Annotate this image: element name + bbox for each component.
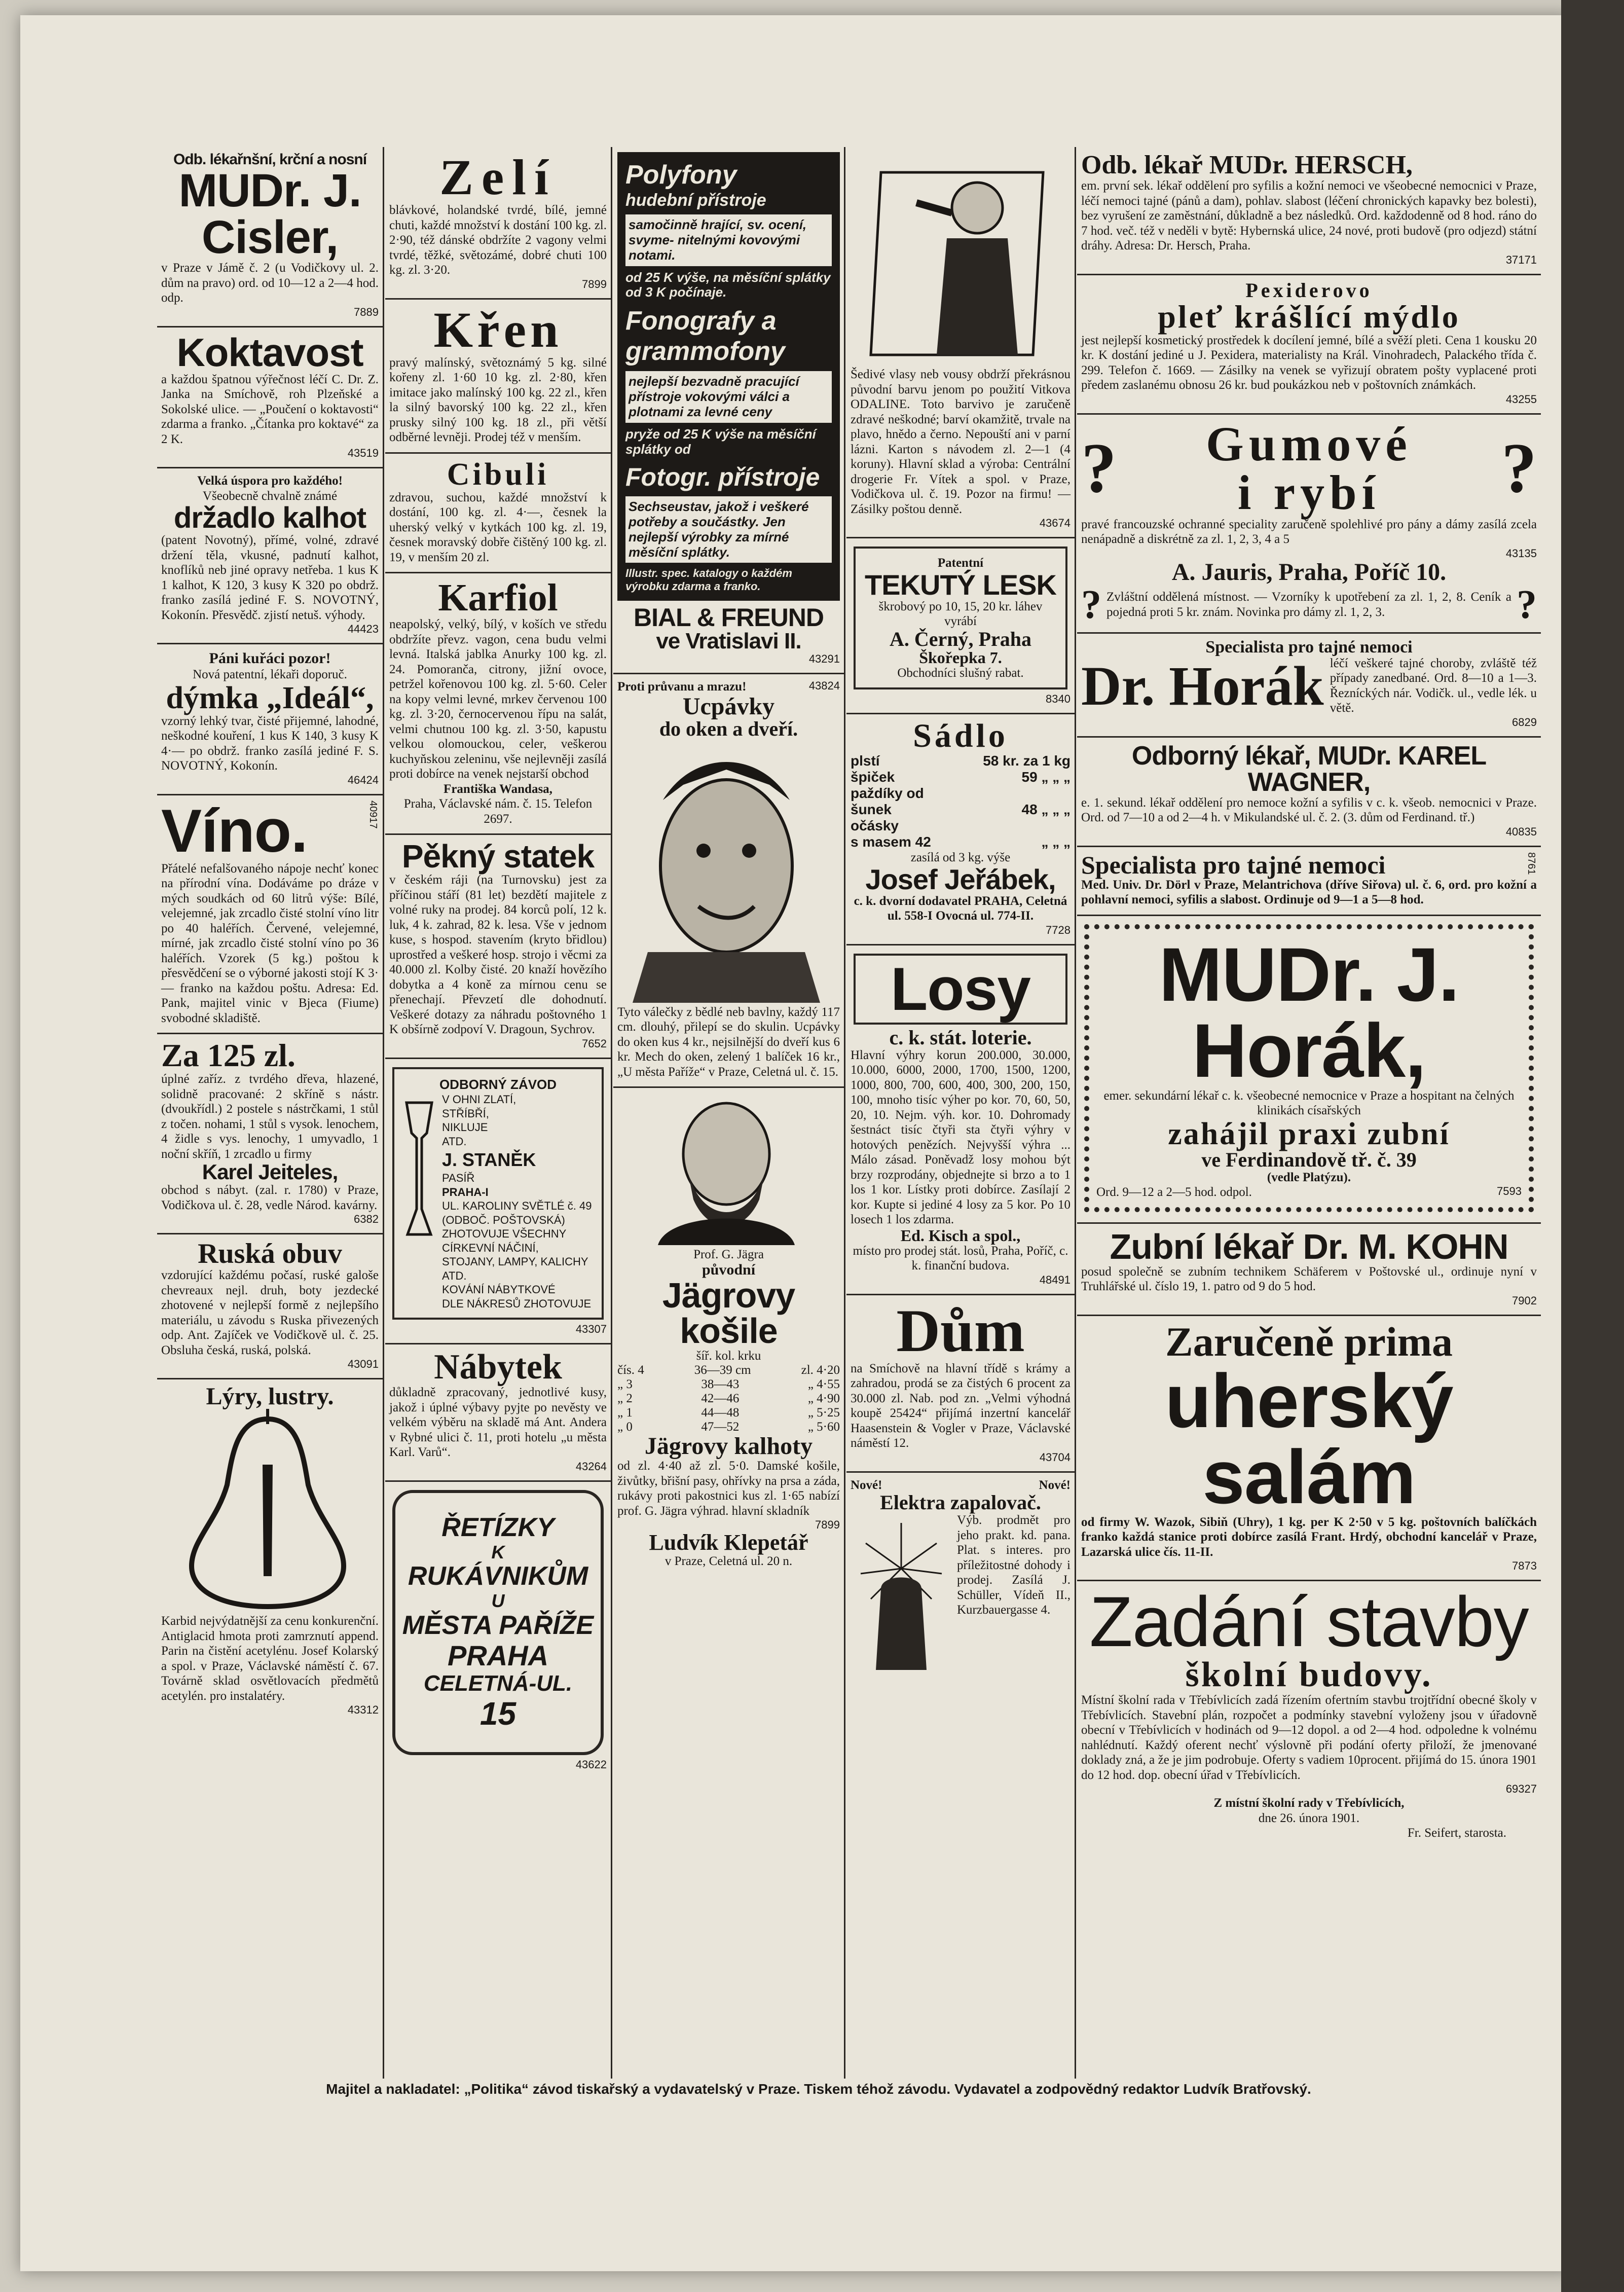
ad-body: blávkové, holandské tvrdé, bílé, jemné chuti, každé množství k dostání 100 kg. zl. 2·90, též dánské obdržíte 2 vagony velmi tvrdé, těžké, světozámé, dobré chuti 100 kg. zl. 3·20. [389,203,607,277]
ad-address: Škořepka 7. [919,648,1002,667]
ad-title: Zaručeně prima [1165,1318,1453,1365]
ad-body: vzorný lehký tvar, čisté přijemné, lahodné, neškodné kouření, 1 kus K 140, 3 kusy K 4·— po obdrž. franko zasílá jediné F. S. NOVOTNÝ, Kokonín. [161,714,379,773]
column-4 [846,147,1075,2079]
size-row [617,1406,840,1420]
ad-sub: Zvláštní oddělená místnost. — Vzorníky k upotřebení za zl. 1, 2, 8. Ceník a pojedná proti 5 kr. znám. Novinka pro dámy zl. 1, 2, 3. [1106,590,1511,619]
ad-head: Nové! [851,1478,882,1492]
column-rule [844,147,845,2079]
ad-number: 6829 [1512,715,1537,729]
ad-body: pravý malínský, světoznámý 5 kg. silné kořeny zl. 1·60 10 kg. zl. 2·80, křen imitace jako malínský 100 kg. 22 zl., křen la silný bavorský 100 kg. 22 zl., křen prusky silný 100 kg. 18 zl., při větší odběrné levněji. Prodej též v menším. [389,355,607,444]
ad-number: 8761 [1526,852,1537,875]
ad-line: Fonografy a grammofony [625,306,785,367]
ad-body: vzdorující každému počasí, ruské galoše chevreaux nejl. druh, boty jezdecké zhotovené v nejlepší formě z nejlepšího materiálu, u závodu s Ruska přivezených odp. Ant. Zajíček ve Vodičkově ul. č. 25. Obsluha česká, ruská, polská. [161,1268,379,1357]
ad-line: STOJANY, LAMPY, KALICHY ATD. [442,1255,588,1282]
ad-retizky [385,1482,611,1778]
ad-number: 7593 [1497,1185,1522,1197]
price-cell: očásky [851,818,899,833]
ad-lyry [157,1379,383,1724]
ad-zeli [385,147,611,300]
ad-head: Velká úspora pro každého! [197,474,343,488]
price-cell: „ „ „ [1041,834,1071,850]
ad-title: uherský salám [1165,1358,1453,1519]
cold-face-illustration [617,739,835,1003]
ad-line: CELETNÁ-UL. [423,1670,573,1696]
ad-body: na Smíchově na hlavní třídě s krámy a zahradou, prodá se za čistých 6 procent za 30.000 zl. Nab. pod zn. „Velmi výhodná koupě 25424“ přijímá inzertní kancelář Haasenstein & Vogler v Praze, Václavské náměstí 12. [851,1361,1071,1450]
ad-title: Jägrovy kalhoty [644,1433,813,1460]
ad-dum [846,1295,1075,1473]
ad-body: šíř. kol. krku [696,1349,761,1363]
ad-line: PRAHA [447,1640,549,1672]
price-row [851,785,1071,802]
column-rule [1075,147,1076,2079]
ad-title: Zadání stavby [1089,1582,1529,1661]
ad-koktavost [157,328,383,469]
ad-address: obchod s nábyt. (zal. r. 1780) v Praze, Vodičkova ul. č. 28, vedle Národ. kavárny. [161,1183,379,1212]
ad-number: 7873 [1512,1559,1537,1572]
ad-line: nejlepší bezvadně pracující přístroje vokovými válci a plotnami za levné ceny [625,371,832,423]
column-3 [613,147,844,2079]
ad-name: Ludvík Klepetář [649,1530,808,1555]
ad-title: Ucpávky [682,693,775,720]
ad-body: Šedivé vlasy neb vousy obdrží překrásnou původní barvu jenom po použití Vitkova ODALINE. Toto barvivo je zaručeně zdravé neškodné; barví okamžitě, trvale na plavo, hnědo a černo. Nepouští ani v parní lázni. Karton s návodem zl. 2—1 (4 koruny). Hlavní sklad a výroba: Centrální drogerie Fr. Vítek a spol. v Praze, Vodičkova ul. č. 19. Pozor na firmu! — Zásilky poštou denně. [851,368,1071,516]
ad-sub: Všeobecně chvalně známé [202,489,338,503]
ad-title: Dr. Horák [1081,654,1324,717]
ad-body: v Praze v Jámě č. 2 (u Vodičkovy ul. 2. dům na pravo) ord. od 10—12 a 2—4 hod. odp. [161,261,379,305]
ad-title: školní budovy. [1185,1655,1433,1694]
ad-number: 43622 [575,1758,607,1771]
ad-name: A. Jauris, Praha, Poříč 10. [1171,558,1447,586]
ad-title: Zubní lékař Dr. M. KOHN [1110,1226,1508,1266]
ad-body: emer. sekundární lékař c. k. všeobecné nemocnice v Praze a hospitant na čelných klinikách císařských [1103,1088,1515,1117]
ad-number: 43091 [347,1358,379,1371]
ad-name: Ed. Kisch a spol., [900,1226,1021,1245]
price-row [851,818,1071,834]
size-cell: „ 1 [617,1406,633,1420]
ad-head: Pexiderovo [1245,278,1373,302]
ad-line: K [491,1541,505,1562]
size-cell: 42—46 [701,1392,740,1406]
ad-head: Nové! [1039,1478,1071,1492]
ad-nabytek [385,1344,611,1482]
size-row [617,1392,840,1406]
ad-title: MUDr. J. Horák, [1159,931,1459,1093]
ad-kren [385,300,611,454]
size-table [617,1363,840,1434]
ad-address: místo pro prodej stát. losů, Praha, Poříč, c. k. finanční budova. [853,1244,1068,1272]
ad-title: Losy [890,955,1031,1023]
ad-title: Sádlo [913,717,1008,754]
ad-title: Zelí [439,149,557,205]
size-cell: 47—52 [701,1420,740,1434]
size-cell: „ 3 [617,1377,633,1392]
ad-body: důkladně zpracovaný, jednotlivé kusy, jakož i úplné výbavy pyjte po nevěsty ve velkém výběru na skladě má Ant. Andera v Rybné ulici č. 11, proti hotelu „u města Karl. Varů“. [389,1386,607,1459]
ad-number: 7899 [582,277,607,290]
ad-body: Tyto válečky z bědlé neb bavlny, každý 117 cm. dlouhý, přilepí se do skulin. Ucpávky do oken kus 4 kr., nejsilnější do dveří kus 6 kr. Mech do oken, zelený 1 balíček 16 kr., „U města Paříže“ v Praze, Celetná ul. č. 15. [617,1005,840,1079]
ad-signature: dne 26. února 1901. [1258,1811,1360,1825]
ad-title: dýmka „Ideál“, [166,680,374,715]
ad-head: Odb. lékařnšní, krční a nosní [173,151,367,168]
size-cell: zl. 4·20 [801,1363,840,1377]
ad-sadlo [846,714,1075,945]
ad-body: Karbid nejvýdatnější za cenu konkurenční. Antiglacid hmota proti zamrznutí append. Parin na čistění acetylénu. Josef Kolarský a spol. v Praze, Václavské náměstí č. 67. Továrně sklad osvětlovacích předmětů acetylén. pro instalatéry. [161,1614,379,1703]
ad-number: 43291 [808,652,840,666]
lighter-illustration [851,1513,952,1675]
column-1 [157,147,383,2079]
ad-cibuli [385,454,611,574]
ad-name: Karel Jeiteles, [202,1160,338,1184]
ad-name: A. Černý, Praha [890,627,1031,650]
ad-name: Františka Wandasa, [444,782,552,796]
ad-head: ODBORNÝ ZÁVOD [439,1076,557,1092]
price-cell: špiček [851,769,895,785]
ad-odaline [846,147,1075,538]
price-cell: 59 „ „ „ [1021,769,1071,785]
ad-pexider [1077,275,1541,415]
size-cell: 36—39 cm [694,1363,751,1377]
ad-stanek [385,1059,611,1345]
ad-body: od firmy W. Wazok, Sibiň (Uhry), 1 kg. per K 2·50 v 5 kg. poštovních balíčkách franko každá stanice proti dobírce zasílá Frant. Hrdý, obchodní kancelář v Praze, Lazarská ulice čís. 11-II. [1081,1515,1537,1559]
size-cell: 44—48 [701,1406,740,1420]
ad-salam [1077,1316,1541,1582]
ad-body: Hlavní výhry korun 200.000, 30.000, 10.000, 6000, 2000, 1700, 1500, 1200, 1000, 800, 700, 600, 400, 300, 200, 150, 100, mnoho tisíc výher po kor. 70, 60, 50, 20, 10. Nejm. výh. kor. 10. Dohromady šestnáct tisíc čtyři sta čtyři výhry v hotových penězích. Nejvyšší výhra ... Málo zásad. Poněvadž losy mohou být brzy rozprodány, objednejte si brzo a to 1 los 1 kor. Lístky proti dobírce. Zasílají 2 kor. Kupte si jediné 4 losy za 5 kor. Po 10 losech 1 los zdarma. [851,1048,1071,1226]
size-cell: „ 0 [617,1420,633,1434]
ad-line: U [491,1590,505,1612]
ad-line: Fotogr. přístroje [625,463,820,492]
ad-body: neapolský, velký, bílý, v koších ve středu obdržíte převz. vagon, cena budu velmi levná. Italská jablka Anurky 100 kg. zl. 24. Pomoranča, citrony, jižní ovoce, petržel kořenovou 100 kg. zl. 5·60. Celer na kopy velmi levné, mrkev červenou 100 kg. zl. 3·20, černocervenou řípu na salát, velmi chutnou 100 kg. zl. 3·50, kapustu velkou olomouckou, celer, veškerou kuchyňskou zeleninu, vše nejlevněji zasílá proti dobírce na venek nejstarší obchod [389,617,607,781]
price-cell: s masem 42 [851,834,931,850]
ad-line: 15 [479,1695,516,1732]
ad-line: PASÍŘ [442,1172,475,1184]
ad-line: samočinně hrající, sv. ocení, svyme- nitelnými kovovými notami. [625,214,832,266]
ad-za125 [157,1034,383,1234]
ad-line: Illustr. spec. katalogy o každém výrobku zdarma a franko. [625,567,792,593]
ad-gumove [1077,415,1541,634]
ad-title: i rybí [1237,465,1381,520]
ad-horak-zubni [1077,916,1541,1224]
ad-name: BIAL & FREUND [634,603,824,632]
ad-line: STŘÍBŘÍ, [442,1107,489,1120]
ad-title: Cibuli [447,457,549,492]
ad-body: pravé francouzské ochranné speciality zaručeně spolehlivé pro pány a dámy zasílá zcela nenápadně a diskrétně za zl. 1, 2, 3, 4 a 5 [1081,517,1537,546]
ad-line: DLE NÁKRESŮ ZHOTOVUJE [442,1297,592,1310]
price-row [851,769,1071,785]
ad-jager [613,1088,844,1576]
ad-statek [385,835,611,1059]
question-mark: ? [1081,428,1117,507]
ad-body: e. 1. sekund. lékař oddělení pro nemoce kožní a syfilis v c. k. všeob. nemocnici v Praze. Ord. od 7—10 a od 2—4 h. v Mikulandské ul. č. 2. (3. dům od Ferdinand. tř.) [1081,795,1537,824]
size-row [617,1377,840,1392]
portrait-illustration [617,1093,835,1245]
ad-head: Specialista pro tajné nemoci [1205,637,1413,657]
ad-number: 43519 [347,447,379,459]
column-rule [383,147,384,2079]
ad-horak-specialist [1077,634,1541,738]
ad-line: ŘETÍZKY [441,1512,555,1542]
ad-number: 7899 [815,1518,840,1532]
ad-head: Proti průvanu a mrazu! [617,680,747,694]
ad-vino [157,795,383,1035]
ad-number: 43704 [1039,1450,1071,1464]
ad-title: Křen [433,301,563,358]
ad-number: 46424 [347,773,379,786]
ad-line: UL. KAROLINY SVĚTLÉ č. 49 (ODBOČ. POŠTOVSKÁ) [442,1199,592,1226]
ad-title: Gumové [1206,416,1412,471]
size-cell: 38—43 [701,1377,740,1392]
ad-line: NIKLUJE [442,1121,488,1134]
ad-body: em. první sek. lékař oddělení pro syfilis a kožní nemoci ve všeobecné nemocnici v Praze, léčí nemoci tajné (pánů a dam), pohlav. slabost (léčení chronických kapavky bez bolesti), bez vyrušení ze zaměstnání, důkladně a bez následků. Ord. každodenně od 8 hod. ráno do 7 hod. več. též v neděli v bytě: Hybernská ulice, 24 nové, proti budově (pro odjezd) státní dráhy. Adresa: Dr. Hersch, Praha. [1081,179,1537,252]
ad-line: ZHOTOVUJE VŠECHNY CÍRKEVNÍ NÁČINÍ, [442,1227,566,1254]
ad-signature: Z místní školní rady v Třebívlicích, [1213,1796,1405,1810]
ad-number: 7902 [1512,1294,1537,1307]
ad-address: ve Vratislavi II. [656,629,801,654]
ad-body: v českém ráji (na Turnovsku) jest za příčinou stáří (81 let) bezdětí majitele z volné ruky na prodej. 84 korců polí, 12 k. luk, 4 k. zahrad, 82 k. lesa. Vše v jednom kuse, s hospod. stavením (kryto břidlou) uprostřed a veškeré hosp. strojo i věcmi za 40.000 zl. Kolby čisté. 20 knaží hovězího dobytka a 4 koně za mírnou cenu se přenechají. Převzetí dle dohodnutí. Veškeré dotazy za náhradu poštovného 1 K obšírně zodpoví V. Dragoun, Sychrov. [389,873,607,1036]
question-mark: ? [1081,582,1101,627]
ad-line: V OHNI ZLATÍ, [442,1093,516,1106]
price-cell: plstí [851,753,880,769]
doctor-name: MUDr. J. Cisler, [178,165,361,263]
ad-line: PRAHA-I [442,1185,489,1198]
ad-drzadlo [157,468,383,644]
lamp-illustration [161,1409,374,1612]
price-cell: paždíky od [851,785,924,801]
size-cell: „ 4·90 [807,1392,840,1406]
ad-cisler [157,147,383,328]
ad-line: ATD. [442,1135,467,1148]
ad-body: Přátelé nefalšovaného nápoje nechť konec na přírodní vína. Dodáváme po dráze v mých soudkách od 60 litrů výše: Bílé, velejemné, jak zrcadlo čisté stolní víno litr po 40 haléřích. Červené, velejemné, mírné, jak zrcadlo čisté stolní víno po 36 haléřích. Vzorek (5 kg.) poštou k přesvědčení se o výborné jakosti stojí K 3·— franko na každou poštu. Adresa: Ed. Pank, majitel vinic v Bjeca (Fiume) svobodné skladiště. [161,861,379,1025]
ad-title: Specialista pro tajné nemoci [1081,850,1386,879]
ad-number: 43312 [347,1703,379,1717]
ad-number: 7728 [1046,923,1071,936]
ad-line: MĚSTA PAŘÍŽE [402,1611,594,1641]
ad-title: Ruská obuv [198,1238,342,1270]
ad-title: Nábytek [434,1348,562,1387]
ad-line: hudební přístroje [625,190,766,210]
ad-number: 43255 [1505,392,1537,406]
column-5 [1077,147,1541,2079]
ad-wagner [1077,738,1541,847]
ad-body: jest nejlepší kosmetický prostředek k docílení jemné, bílé a svěží pleti. Cena 1 kousku 20 kr. K dostání jediné u J. Pexidera, materialisty na Král. Vinohradech, Palackého třída č. 299. Telefon č. 1669. — Zásilky na venek se vyřizují obratem pošty vyplacené proti předem zaslanému obnosu 26 kr. bud poukázkou neb v poštovních známkách. [1081,333,1537,392]
ad-address: ve Ferdinandově tř. č. 39 [1201,1148,1417,1171]
ad-title: Koktavost [176,330,363,375]
ad-title: Odb. lékař MUDr. HERSCH, [1081,151,1413,179]
ad-title: pleť krášlící mýdlo [1158,298,1460,335]
ad-number: 43135 [1505,547,1537,560]
column-2 [385,147,611,2079]
ad-head: Patentní [937,556,984,570]
chalice-illustration [401,1093,437,1245]
ad-head: Páni kuřáci pozor! [209,650,331,667]
ad-sub: původní [702,1261,756,1278]
ad-title: Odborný lékař, MUDr. KAREL WAGNER, [1131,741,1487,797]
scan-edge [1561,0,1624,2292]
ad-address: c. k. dvorní dodavatel PRAHA, Celetná ul. 558-I Ovocná ul. 774-II. [854,894,1067,923]
size-cell: „ 2 [617,1392,633,1406]
ad-address: Praha, Václavské nám. č. 15. Telefon 2697. [403,797,593,826]
ad-title: TEKUTÝ LESK [865,568,1056,601]
ad-number: 40917 [367,800,379,829]
ad-karfiol [385,573,611,835]
ad-body: zasílá od 3 kg. výše [910,851,1011,864]
ad-number: 37171 [1505,253,1537,266]
ad-title: Víno. [161,796,308,865]
ad-number: 43674 [1039,517,1071,529]
ad-dymka [157,644,383,795]
ad-sub: zahájil praxi zubní [1168,1116,1450,1151]
ad-caption: Prof. G. Jägra [693,1248,764,1262]
ad-body: od zl. 4·40 až zl. 5·0. Damské košile, živůtky, břišní pasy, ohřívky na prsa a záda, rukávy proti pakostnici kus zl. 1·65 nabízí prof. G. Jägra výhrad. hlavní skladník [617,1459,840,1518]
price-cell: 48 „ „ „ [1021,802,1071,817]
ad-number: 7889 [354,305,379,318]
column-rule [611,147,612,2079]
ad-number: 40835 [1505,825,1537,838]
size-cell: „ 5·25 [807,1406,840,1420]
ad-number: 69327 [1505,1782,1537,1795]
ad-number: 43307 [575,1323,607,1335]
ad-sub: do oken a dveří. [659,717,798,740]
ad-number: 43824 [808,679,840,693]
ad-sub: (vedle Platýzu). [1267,1170,1351,1184]
ad-obuv [157,1234,383,1379]
ad-sub: Obchodníci slušný rabat. [897,666,1024,680]
ad-title: Dům [896,1296,1025,1364]
ad-signature: Fr. Seifert, starosta. [1407,1826,1506,1840]
price-row [851,802,1071,818]
ad-losy [846,945,1075,1295]
ad-body: Výb. prodmět pro jeho prakt. kd. pana. Plat. s interes. pro příležitostné dohody i prodej. Zasílá J. Schüller, Vídeň II., Kurzbauergasse 4. [957,1513,1071,1617]
ad-title: Za 125 zl. [161,1037,296,1074]
ad-sub: c. k. stát. loterie. [889,1026,1032,1049]
question-mark: ? [1517,582,1537,627]
ad-body: úplné zaříz. z tvrdého dřeva, hlazené, solidně pracované: 2 skříně s nástr. (dvoukřídl.) 2 postele s nástrčkami, 1 stůl z točen. nohami, 1 stůl s vysok. lenochem, 4 židle s vys. lenochy, 1 umyvadlo, 1 noční skříň, 1 zrcadlo u firmy [161,1072,379,1161]
ad-name: J. STANĚK [442,1149,536,1170]
ad-address: v Praze, Celetná ul. 20 n. [665,1554,793,1569]
ad-kohn [1077,1224,1541,1316]
size-row [617,1420,840,1434]
ad-title: držadlo kalhot [173,501,366,534]
ad-title: Karfiol [438,576,558,619]
ad-body: Místní školní rada v Třebívlicích zadá řízením ofertním stavbu trojtřídní obecné školy v Třebívlicích. Stavební plán, rozpočet a podmínky stavební vyloženy jsou v úřadovně obecní v Třebívlicích v hodinách od 9—12 dopol. a od 2—4 hod. odpoledne k volnému nahlédnutí. Každý oferent nechť výslovně při podání oferty přiloží, že jmenované doklady zná, a že je jim podrobuje. Oferty s vadiem 10procent. přijímá do 15. února 1901 do 12 hod. dop. obecní úřad v Třebívlicích. [1081,1693,1537,1782]
publisher-footer: Majitel a nakladatel: „Politika“ závod tiskařský a vydavatelský v Praze. Tiskem téhož závodu. Vydavatel a zodpovědný redaktor Ludvík Bratřovský. [326,2081,1311,2097]
ad-hersch [1077,147,1541,275]
ad-body: a každou špatnou výřečnost léčí C. Dr. Z. Janka na Smíchově, roh Plzeňské a Sokolské ulice. — „Poučení o koktavosti“ zdarma a franko. „Čítanka pro koktavé“ za 2 K. [161,372,379,446]
ad-line: od 25 K výše, na měsíční splátky od 3 K počínaje. [625,269,831,300]
ad-line: KOVÁNÍ NÁBYTKOVÉ [442,1283,556,1296]
ad-dorl [1077,847,1541,916]
ad-stavba [1077,1581,1541,1848]
ad-line: RUKÁVNIKŮM [408,1561,588,1591]
ad-bial-freund [613,147,844,674]
ad-title: Jägrovy košile [662,1275,795,1351]
price-list [851,753,1071,850]
ad-body: (patent Novotný), přímé, volné, zdravé držení těla, vkusné, padnutí kalhot, knoflíků neb jiné opravy netřeba. 1 kus K 1 kalhot, K 120, 3 kusy K 320 po obdrž. franko zasílá jediné F. S. NOVOTNÝ, Kokonín. Přesvědč. zjistí netuš. výhody. [161,533,379,622]
ad-body: škrobový po 10, 15, 20 kr. láhev vyrábí [878,599,1043,628]
price-row [851,834,1071,850]
ad-line: Polyfony [625,160,737,190]
ad-number: 44423 [347,623,379,635]
ad-title: Elektra zapalovač. [880,1491,1041,1514]
size-cell: „ 5·60 [807,1420,840,1434]
price-cell: 58 kr. za 1 kg [983,753,1071,769]
price-row [851,753,1071,769]
ad-line: pryže od 25 K výše na měsíční splátky od [625,426,816,457]
size-cell: čís. 4 [617,1363,644,1377]
ad-body: zdravou, suchou, každé množství k dostání, 100 kg. zl. 4·—, česnek la uherský velký v kytkách 100 kg. zl. 19, česnek moravský dobře čištěný 100 kg. zl. 19, v menším 20 zl. [389,490,607,564]
size-cell: „ 4·55 [807,1377,840,1392]
size-row [617,1363,840,1377]
ad-sub: Nová patentní, lékaři doporuč. [193,668,347,682]
ad-elektra [846,1473,1075,1683]
question-mark: ? [1501,428,1537,507]
ad-number: 6382 [354,1213,379,1226]
ad-hours: Ord. 9—12 a 2—5 hod. odpol. [1096,1185,1252,1199]
ad-body: léčí veškeré tajné choroby, zvláště též případy zanedbané. Ord. 8—10 a 1—3. Řezníckých nár. Vodičk. ul., vedle lék. u větě. [1330,656,1537,715]
ad-tekuty-lesk [846,538,1075,714]
ad-body: Med. Univ. Dr. Dörl v Praze, Melantrichova (dříve Siřova) ul. č. 6, ord. pro kožní a pohlavní nemoci, syfilis a slabost. Ordinuje od 9—1 a 5—8 hod. [1081,878,1537,906]
ad-body: posud společně se zubním technikem Schäferem v Poštovské ul., ordinuje nyní v Truhlářské ul. číslo 19, 1. patro od 9 do 5 hod. [1081,1264,1537,1293]
ad-number: 7652 [582,1037,607,1050]
ad-line: Sechseustav, jakož i veškeré potřeby a součástky. Jen nejlepší výrobky za mírné měsíční splátky. [625,496,832,563]
ad-number: 8340 [1046,693,1071,705]
ad-title: Pěkný statek [401,838,595,875]
ad-title: Lýry, lustry. [206,1383,334,1410]
ad-name: Josef Jeřábek, [865,863,1056,895]
ad-number: 43264 [575,1460,607,1473]
ad-ucpavky [613,674,844,1088]
man-drinking-illustration [851,152,1068,365]
ad-number: 48491 [1039,1273,1071,1286]
price-cell: šunek [851,802,892,817]
